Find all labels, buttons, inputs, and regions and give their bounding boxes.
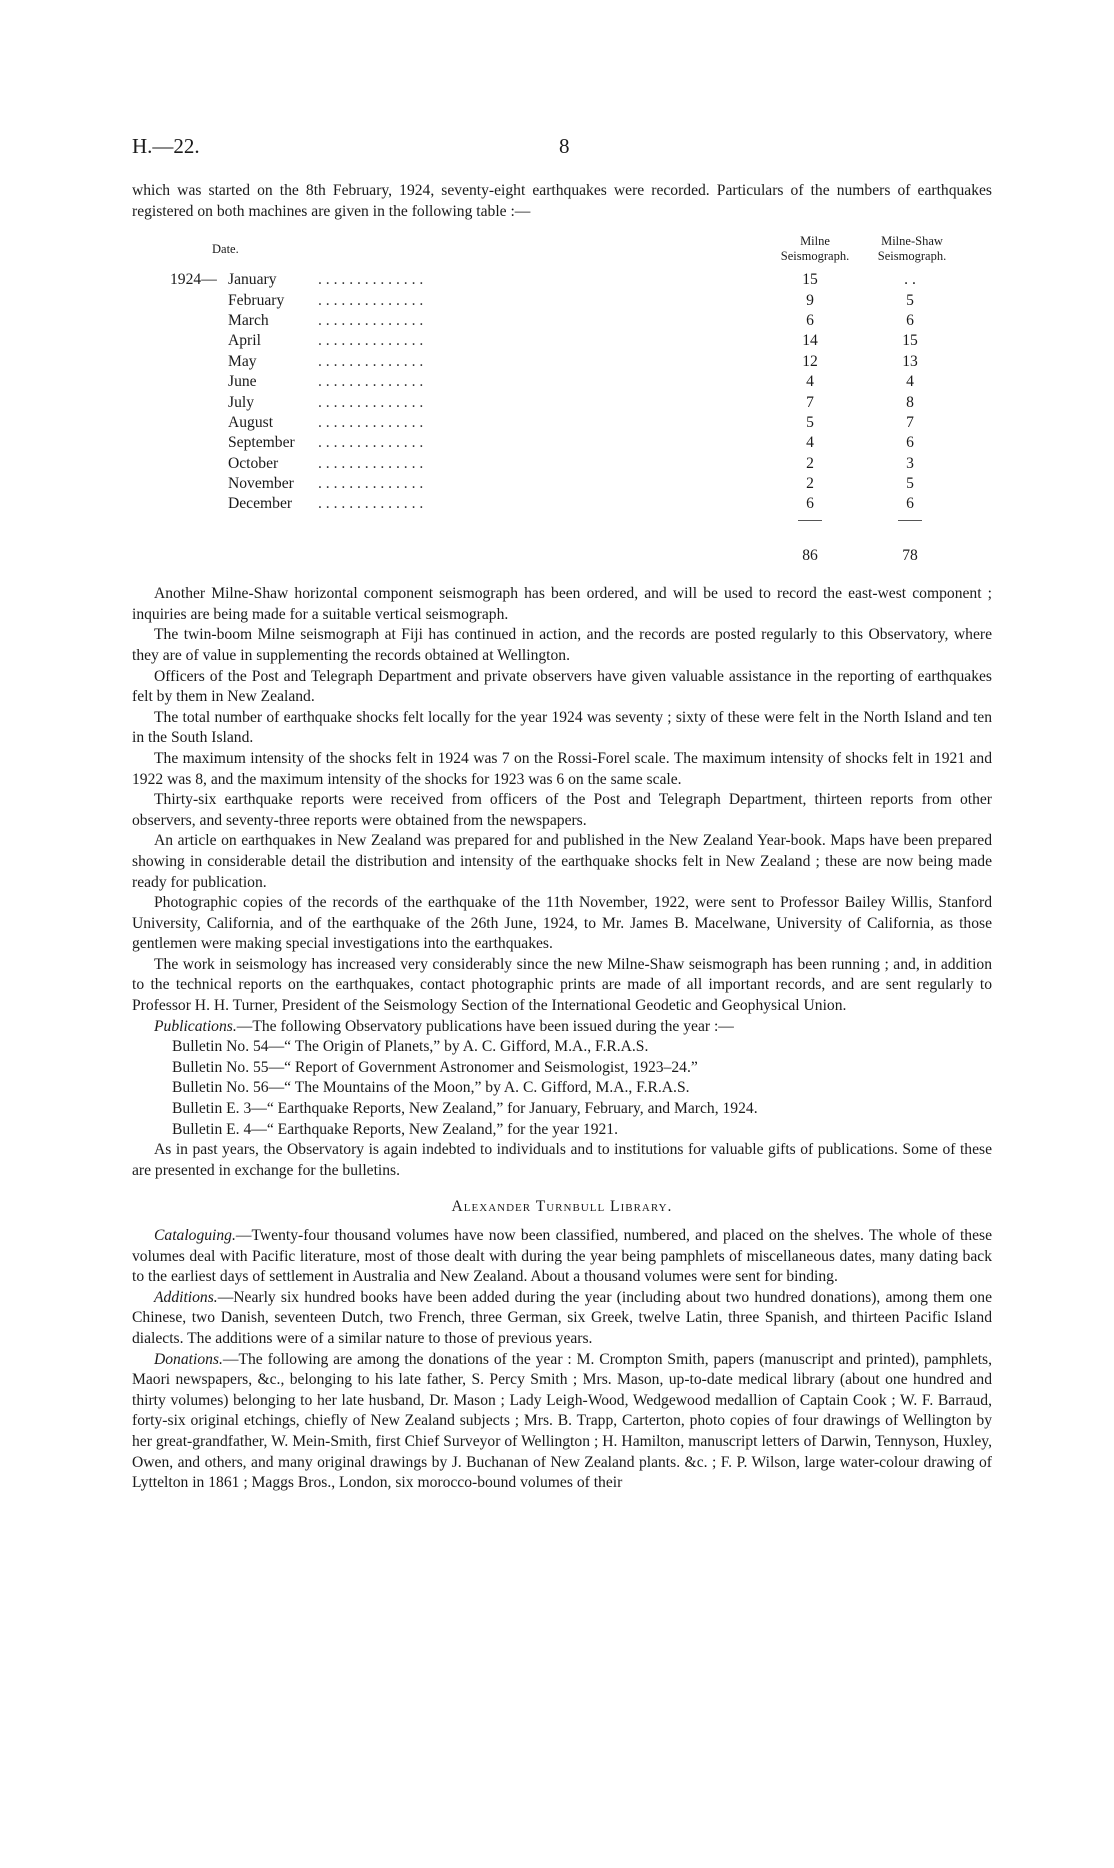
row-leader-dots: . . . . . . . . . . . . . . [318, 311, 424, 329]
row-milne-shaw-count: 4 [906, 373, 914, 391]
body-paragraph: An article on earthquakes in New Zealand was prepared for and published in the New Zealand Year-book. Maps have been prepared showing in considerable detail the distribution and intensity of the earthquake shocks felt in New Zealand ; these are now being made ready for publication. [132, 832, 992, 891]
row-leader-dots: . . . . . . . . . . . . . . [318, 475, 424, 493]
body-paragraph: Photographic copies of the records of the earthquake of the 11th November, 1922, were sent to Professor Bailey Willis, Stanford University, California, and of the earthquake of the 26th June, 1924, to Mr. James B. Macelwane, University of California, as those gentlemen were making special investigations into the earthquakes. [132, 894, 992, 953]
body-paragraph: The total number of earthquake shocks felt locally for the year 1924 was seventy ; sixty of these were felt in the North Island and ten in the South Island. [132, 708, 992, 747]
bulletin-item: Bulletin E. 4—“ Earthquake Reports, New Zealand,” for the year 1921. [172, 1120, 619, 1138]
body-paragraph: Another Milne-Shaw horizontal component seismograph has been ordered, and will be used to record the east-west component ; inquiries are being made for a suitable vertical seismograph. [132, 585, 992, 623]
row-leader-dots: . . . . . . . . . . . . . . [318, 271, 424, 289]
section-title: Alexander Turnbull Library. [451, 1198, 673, 1216]
page-header [132, 134, 992, 164]
row-milne-shaw-count: 15 [902, 332, 918, 350]
page-number: 8 [559, 134, 570, 158]
row-milne-count: 15 [802, 271, 818, 289]
library-paragraph [132, 1350, 992, 1494]
row-milne-count: 4 [806, 373, 814, 391]
body-paragraph: The maximum intensity of the shocks felt in 1924 was 7 on the Rossi-Forel scale. The maximum intensity of shocks felt in 1921 and 1922 was 8, and the maximum intensity of the shocks for 1923 was 6 on the same scale. [132, 749, 992, 788]
row-month: August [228, 413, 274, 431]
row-milne-shaw-count: . . [904, 271, 916, 289]
bulletin-item: Bulletin E. 3—“ Earthquake Reports, New Zealand,” for January, February, and March, 1924. [172, 1100, 758, 1118]
table-row [132, 331, 992, 351]
row-leader-dots: . . . . . . . . . . . . . . [318, 495, 424, 513]
row-milne-shaw-count: 6 [906, 434, 914, 452]
row-milne-shaw-count: 6 [906, 495, 914, 513]
page-body [132, 181, 992, 1494]
table-row [132, 393, 992, 413]
total-rule-milne [798, 520, 822, 521]
publications-closing: As in past years, the Observatory is again indebted to individuals and to institutions for valuable gifts of publications. Some of these are presented in exchange for the bulletins. [132, 1141, 992, 1179]
row-leader-dots: . . . . . . . . . . . . . . [318, 291, 424, 309]
row-milne-shaw-count: 5 [906, 475, 914, 493]
bulletin-item: Bulletin No. 55—“ Report of Government Astronomer and Seismologist, 1923–24.” [172, 1058, 698, 1076]
body-paragraph: Officers of the Post and Telegraph Department and private observers have given valuable assistance in the reporting of earthquakes felt by them in New Zealand. [132, 667, 992, 706]
row-leader-dots: . . . . . . . . . . . . . . [318, 352, 424, 370]
table-row [132, 474, 992, 494]
table-row [132, 433, 992, 453]
header-date: Date. [212, 242, 239, 257]
table-row [132, 352, 992, 372]
row-milne-count: 12 [802, 352, 818, 370]
library-paragraph [132, 1226, 992, 1288]
row-month: October [228, 454, 279, 472]
row-milne-count: 7 [806, 393, 814, 411]
library-paragraph-lead: Additions. [154, 1288, 218, 1306]
row-milne-shaw-count: 3 [906, 454, 914, 472]
earthquake-table [132, 234, 992, 574]
library-paragraph-text: —The following are among the donations of the year : M. Crompton Smith, papers (manuscript and printed), pamphlets, Maori newspapers, &c., belonging to his late father, S. Percy Smith ; Mrs. Mason, up-to-date medical library (about one hundred and thirty volumes) belonging to her late husband, Dr. Mason ; Lady Leigh-Wood, Wedgewood medallion of Captain Cook ; W. F. Barraud, forty-six original etchings, chiefly of New Zealand subjects ; Mrs. B. Trapp, Carterton, photo copies of four drawings of Wellington by her great-grandfather, W. Mein-Smith, first Chief Surveyor of Wellington ; H. Hamilton, manuscript letters of Darwin, Tennyson, Huxley, Owen, and others, and many original drawings by J. Buchanan of New Zealand plants. &c. ; F. P. Wilson, large water-colour drawing of Lyttelton in 1861 ; Maggs Bros., London, six morocco-bound volumes of their [132, 1350, 992, 1492]
table-row [132, 291, 992, 311]
row-month: January [228, 271, 277, 289]
row-month: February [228, 291, 285, 309]
row-month: November [228, 475, 294, 493]
publications-text: —The following Observatory publications have been issued during the year :— [236, 1017, 734, 1035]
bulletin-list [132, 1037, 992, 1140]
publications-lead: Publications. [154, 1017, 237, 1035]
row-month: April [228, 332, 261, 350]
row-month: May [228, 352, 257, 370]
row-milne-shaw-count: 7 [906, 413, 914, 431]
row-milne-count: 14 [802, 332, 818, 350]
table-row [132, 372, 992, 392]
row-milne-count: 5 [806, 413, 814, 431]
row-milne-shaw-count: 8 [906, 393, 914, 411]
document-reference: H.—22. [132, 134, 200, 158]
row-milne-shaw-count: 13 [902, 352, 918, 370]
table-row [132, 311, 992, 331]
row-month: July [228, 393, 254, 411]
table-row [132, 494, 992, 514]
row-milne-shaw-count: 5 [906, 291, 914, 309]
intro-paragraph: which was started on the 8th February, 1924, seventy-eight earthquakes were recorded. Particulars of the numbers of earthquakes registered on both machines are given in the following table :— [132, 182, 992, 220]
row-month: June [228, 373, 257, 391]
publications-paragraph [132, 1017, 992, 1038]
row-milne-count: 9 [806, 291, 814, 309]
header-milne-shaw: Milne-Shaw Seismograph. [877, 234, 947, 264]
header-milne: Milne Seismograph. [780, 234, 850, 264]
total-milne: 86 [802, 547, 818, 565]
row-milne-count: 6 [806, 495, 814, 513]
bulletin-item: Bulletin No. 54—“ The Origin of Planets,” by A. C. Gifford, M.A., F.R.A.S. [172, 1038, 649, 1056]
row-leader-dots: . . . . . . . . . . . . . . [318, 332, 424, 350]
library-paragraph-lead: Donations. [154, 1350, 223, 1368]
row-milne-count: 6 [806, 311, 814, 329]
bulletin-item: Bulletin No. 56—“ The Mountains of the Moon,” by A. C. Gifford, M.A., F.R.A.S. [172, 1079, 690, 1097]
table-row [132, 454, 992, 474]
row-leader-dots: . . . . . . . . . . . . . . [318, 393, 424, 411]
table-row [132, 413, 992, 433]
row-milne-count: 2 [806, 454, 814, 472]
library-paragraphs [132, 1226, 992, 1494]
table-rows [132, 270, 992, 515]
library-paragraph-text: —Nearly six hundred books have been added during the year (including about two hundred donations), among them one Chinese, two Danish, seventeen Dutch, two French, three German, six Greek, twelve Latin, three Spanish, and thirteen Pacific Island dialects. The additions were of a similar nature to those of previous years. [132, 1288, 992, 1347]
library-paragraph [132, 1288, 992, 1350]
row-month: September [228, 434, 295, 452]
row-milne-count: 2 [806, 475, 814, 493]
row-year-prefix: 1924— [170, 271, 217, 289]
library-paragraph-lead: Cataloguing. [154, 1227, 236, 1244]
library-paragraph-text: —Twenty-four thousand volumes have now been classified, numbered, and placed on the shelves. The whole of these volumes deal with Pacific literature, most of those dealt with during the year being pamphlets of miscellaneous dates, many dating back to the earliest days of settlement in Australia and New Zealand. About a thousand volumes were sent for binding. [132, 1227, 992, 1286]
row-month: March [228, 311, 269, 329]
seismology-paragraphs [132, 584, 992, 1016]
row-leader-dots: . . . . . . . . . . . . . . [318, 454, 424, 472]
total-rule-shaw [898, 520, 922, 521]
body-paragraph: The twin-boom Milne seismograph at Fiji has continued in action, and the records are posted regularly to this Observatory, where they are of value in supplementing the records obtained at Wellington. [132, 626, 992, 664]
row-leader-dots: . . . . . . . . . . . . . . [318, 373, 424, 391]
row-leader-dots: . . . . . . . . . . . . . . [318, 434, 424, 452]
total-milne-shaw: 78 [902, 547, 918, 565]
body-paragraph: Thirty-six earthquake reports were received from officers of the Post and Telegraph Department, thirteen reports from other observers, and seventy-three reports were obtained from the newspapers. [132, 791, 992, 829]
row-month: December [228, 495, 293, 513]
table-row [132, 270, 992, 290]
body-paragraph: The work in seismology has increased very considerably since the new Milne-Shaw seismograph has been running ; and, in addition to the technical reports on the earthquakes, contact photographic prints are made of all important records, and are sent regularly to Professor H. H. Turner, President of the Seismology Section of the International Geodetic and Geophysical Union. [132, 955, 992, 1015]
row-milne-count: 4 [806, 434, 814, 452]
row-leader-dots: . . . . . . . . . . . . . . [318, 413, 424, 431]
row-milne-shaw-count: 6 [906, 311, 914, 329]
